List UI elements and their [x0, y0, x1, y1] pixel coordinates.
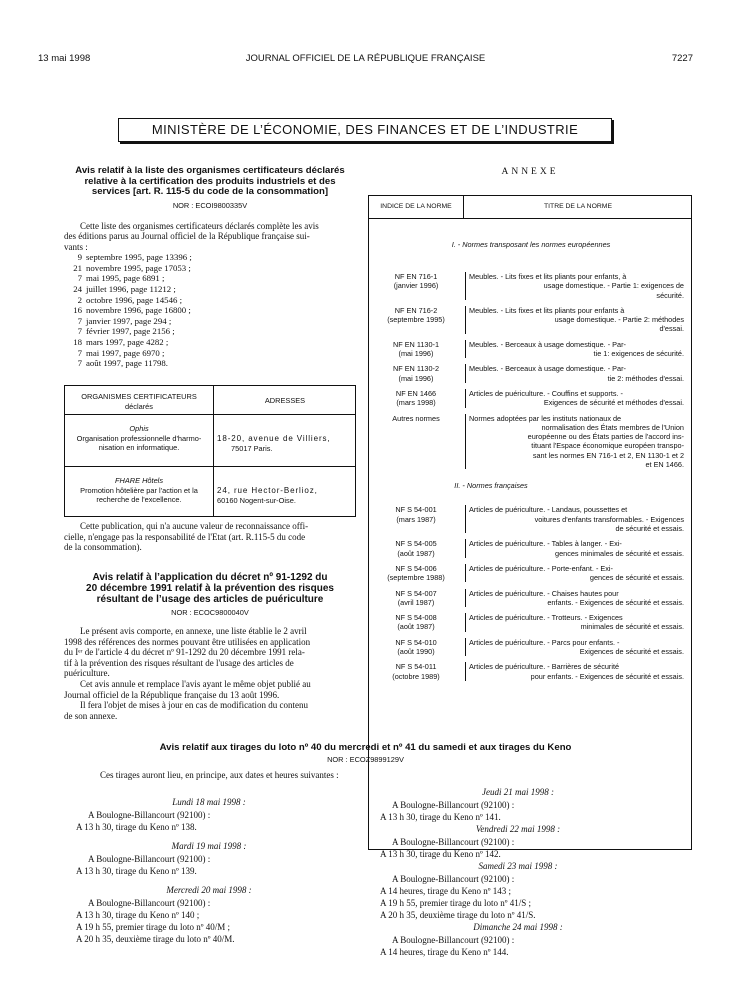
norm-index-line: NF S 54-007 [395, 588, 437, 598]
avis2-paragraph-2 [64, 679, 356, 700]
draw-line: A Boulogne-Billancourt (92100) : [392, 837, 515, 847]
ministry-banner: MINISTÈRE DE L’ÉCONOMIE, DES FINANCES ET DE L’INDUSTRIE [118, 118, 612, 142]
norm-title-line: d'essai. [659, 324, 684, 334]
draw-line: A Boulogne-Billancourt (92100) : [88, 810, 211, 820]
norm-index-line: NF EN 1130-2 [392, 364, 440, 374]
norm-index [369, 272, 463, 291]
list-item [64, 337, 356, 348]
annex-row [369, 272, 693, 300]
edition-text: novembre 1995, page 17053 ; [86, 262, 191, 273]
edition-day: 7 [77, 358, 82, 369]
norm-index [369, 414, 463, 423]
draw-line: A 13 h 30, tirage du Keno nº 142. [380, 849, 501, 859]
day-heading: Mercredi 20 mai 1998 : [166, 885, 252, 895]
norm-index [369, 613, 463, 632]
norm-title-line: Articles de puériculture. - Tables à langer. - Exi- [469, 539, 622, 549]
list-item [64, 326, 356, 337]
norm-index-line: NF S 54-011 [395, 662, 437, 672]
avis2-paragraph-3 [64, 700, 356, 721]
organism-address [217, 434, 357, 453]
list-item [64, 263, 356, 274]
edition-day: 7 [77, 273, 82, 284]
schedule-day [368, 921, 668, 958]
draw-line: A Boulogne-Billancourt (92100) : [392, 874, 515, 884]
annex-row [369, 662, 693, 681]
norm-index [369, 564, 463, 583]
norm-index-line: NF S 54-010 [395, 637, 437, 647]
draw-line: A 19 h 55, premier tirage du loto nº 40/M ; [76, 922, 231, 932]
norm-title-line: Articles de puériculture. - Chaises hautes pour [469, 588, 619, 598]
draw-line: A 19 h 55, premier tirage du loto nº 41/S ; [380, 898, 532, 908]
norm-index [369, 306, 463, 325]
text-line: 1998 des références des normes pouvant être utilisées en application [64, 636, 311, 647]
norm-index-line: NF S 54-008 [395, 613, 437, 623]
journal-title: JOURNAL OFFICIEL DE LA RÉPUBLIQUE FRANÇAISE [245, 53, 486, 64]
norm-index-line: (mars 1998) [396, 398, 436, 408]
norm-title [469, 638, 684, 657]
page-number: 7227 [671, 53, 693, 64]
draw-line: A Boulogne-Billancourt (92100) : [392, 800, 515, 810]
norm-index-line: NF EN 1130-1 [392, 339, 440, 349]
loto-schedule-left [64, 796, 354, 952]
norm-title-line: Meubles. - Lits fixes et lits pliants pour enfants à [469, 305, 625, 315]
draw-line: A Boulogne-Billancourt (92100) : [88, 898, 211, 908]
norm-index [369, 364, 463, 383]
loto-title: Avis relatif aux tirages du loto nº 40 du mercredi et nº 41 du samedi et aux tirages du Keno [159, 742, 572, 753]
norm-title-line: Meubles. - Lits fixes et lits pliants pour enfants, à [469, 272, 627, 281]
norm-title-line: enfants. - Exigences de sécurité et essais. [547, 597, 684, 607]
draw-line: A 20 h 35, deuxième tirage du loto nº 41/S. [380, 910, 536, 920]
annex-col-indice: INDICE DE LA NORME [380, 203, 452, 210]
norm-index [369, 340, 463, 359]
norm-index [369, 539, 463, 558]
norm-title-line: Exigences de sécurité et méthodes d'essai. [543, 398, 684, 408]
text-line: Cette liste des organismes certificateurs déclarés complète les avis [80, 220, 319, 231]
schedule-day [368, 823, 668, 860]
norm-title-line: usage domestique. - Partie 1: exigences de [543, 281, 684, 291]
schedule-day [64, 796, 354, 833]
row-bracket [465, 414, 466, 470]
intro-paragraph [64, 221, 356, 253]
norm-index [369, 389, 463, 408]
norm-title [469, 613, 684, 632]
norm-index-line: (septembre 1995) [387, 315, 445, 325]
text-line: cielle, n'engage pas la responsabilité de l'Etat (art. R.115-5 du code [64, 531, 306, 542]
row-bracket [465, 364, 466, 383]
norm-title [469, 364, 684, 383]
norm-index-line: NF S 54-005 [395, 539, 437, 549]
list-item [64, 252, 356, 263]
schedule-day [64, 884, 354, 945]
row-bracket [465, 306, 466, 334]
list-item [64, 348, 356, 359]
avis2-paragraph-1 [64, 626, 356, 679]
schedule-day [368, 786, 668, 823]
norm-index-line: (mars 1987) [396, 514, 436, 524]
norm-index-line: (mai 1996) [398, 373, 434, 383]
text-line: des éditions parus au Journal officiel de la République française sui- [64, 231, 310, 242]
norm-index [369, 662, 463, 681]
day-heading: Mardi 19 mai 1998 : [171, 841, 247, 851]
address-line: 18-20, avenue de Villiers, [217, 434, 331, 443]
norm-index-line: (septembre 1988) [387, 573, 445, 583]
text-line: du Iᵉʳ de l'article 4 du décret nº 91-1292 du 20 décembre 1991 rela- [64, 647, 305, 658]
text-line: Cet avis annule et remplace l'avis ayant le même objet publié au [80, 678, 311, 689]
norm-title-line: Articles de puériculture. - Porte-enfant. - Exi- [469, 563, 613, 573]
norm-title [469, 539, 684, 558]
norm-index [369, 589, 463, 608]
annex-row [369, 613, 693, 632]
norm-title [469, 414, 684, 470]
text-line: vants : [64, 241, 88, 252]
norm-index-line: NF EN 1466 [395, 389, 437, 398]
text-line: Le présent avis comporte, en annexe, une liste établie le 2 avril [80, 626, 307, 636]
organism-name: FHARE Hôtels [114, 476, 164, 485]
draw-line: A 20 h 35, deuxième tirage du loto nº 40/M. [76, 934, 235, 944]
annex-row [369, 638, 693, 657]
norm-index-line: NF S 54-006 [395, 563, 437, 573]
norm-title [469, 564, 684, 583]
draw-line: A 13 h 30, tirage du Keno nº 138. [76, 822, 197, 832]
row-bracket [465, 638, 466, 657]
table-row [67, 476, 211, 505]
edition-text: mai 1995, page 6891 ; [86, 273, 165, 284]
avis-puericulture [64, 572, 356, 721]
draw-line: A 14 heures, tirage du Keno nº 144. [380, 947, 509, 957]
page-date: 13 mai 1998 [38, 53, 91, 64]
address-line: 75017 Paris. [231, 443, 273, 453]
nor-reference: NOR : ECOC9800040V [171, 608, 249, 617]
row-bracket [465, 564, 466, 583]
edition-day: 21 [73, 262, 82, 273]
norm-title-line: de sécurité et essais. [615, 523, 684, 533]
nor-reference: NOR : ECOI9800335V [172, 200, 248, 210]
annex-row [369, 564, 693, 583]
row-bracket [465, 505, 466, 533]
draw-line: A 14 heures, tirage du Keno nº 143 ; [380, 886, 512, 896]
annex-row [369, 414, 693, 470]
title-line: Avis relatif à l’application du décret nº 91-1292 du [92, 572, 328, 583]
edition-list [64, 252, 356, 369]
list-item [64, 284, 356, 295]
edition-text: janvier 1997, page 294 ; [86, 315, 172, 326]
norm-index-line: NF EN 716-2 [394, 305, 438, 315]
organism-desc: Organisation professionnelle d'harmo- [76, 433, 202, 443]
norm-index-line: (août 1987) [397, 548, 435, 558]
norm-title-line: pour enfants. - Exigences de sécurité et essais. [530, 671, 684, 681]
schedule-day [64, 840, 354, 877]
edition-day: 7 [77, 315, 82, 326]
norm-index [369, 505, 463, 524]
annex-section-title: II. - Normes françaises [454, 481, 528, 491]
norm-title-line: Meubles. - Berceaux à usage domestique. - Par- [469, 364, 626, 374]
norm-title-line: Exigences de sécurité et essais. [579, 646, 684, 656]
edition-text: juillet 1996, page 11212 ; [86, 284, 176, 295]
annex-row [369, 589, 693, 608]
norm-title-line: et EN 1466. [645, 460, 684, 470]
norm-title-line: usage domestique. - Partie 2: méthodes [554, 315, 684, 325]
list-item [64, 295, 356, 306]
norm-title [469, 389, 684, 408]
table-header-adresses: ADRESSES [264, 396, 306, 405]
draw-line: A Boulogne-Billancourt (92100) : [392, 935, 515, 945]
text-line: Journal officiel de la République française du 13 août 1996. [64, 689, 280, 700]
norm-title-line: gences minimales de sécurité et essais. [555, 548, 684, 558]
loto-schedule-right [368, 786, 668, 958]
norm-title-line: voitures d'enfants transformables. - Exigences [534, 514, 684, 524]
schedule-day [368, 860, 668, 921]
norm-title [469, 340, 684, 359]
organism-desc: nisation en informatique. [98, 443, 180, 452]
day-heading: Vendredi 22 mai 1998 : [475, 824, 561, 834]
norm-title [469, 306, 684, 334]
norm-index-line: NF S 54-001 [395, 505, 437, 515]
norm-title-line: normalisation des États membres de l'Union [541, 422, 684, 432]
list-item [64, 358, 356, 369]
text-line: puériculture. [64, 668, 110, 679]
edition-day: 7 [77, 326, 82, 337]
norm-title-line: Articles de puériculture. - Parcs pour enfants. - [469, 637, 620, 647]
row-bracket [465, 589, 466, 608]
header-line: déclarés [125, 401, 153, 411]
annex-row [369, 389, 693, 408]
norm-title-line: sant les normes EN 716-1 et 2, EN 1130-1 et 2 [532, 450, 684, 460]
norm-title-line: Articles de puériculture. - Landaus, poussettes et [469, 505, 628, 515]
annex-row [369, 306, 693, 334]
avis-puericulture-title [64, 572, 356, 605]
norm-title-line: sécurité. [656, 290, 684, 300]
title-line: résultant de l’usage des articles de puériculture [96, 594, 324, 605]
edition-day: 16 [73, 305, 82, 316]
text-line: de la consommation). [64, 542, 142, 553]
organism-desc: recherche de l'excellence. [96, 495, 182, 504]
norm-title-line: Articles de puériculture. - Barrières de sécurité [469, 662, 620, 672]
norm-title [469, 589, 684, 608]
list-item [64, 305, 356, 316]
title-line: 20 décembre 1991 relatif à la prévention des risques [86, 583, 334, 594]
row-bracket [465, 272, 466, 300]
list-item [64, 316, 356, 327]
table-row [67, 424, 211, 453]
norm-title-line: tie 1: exigences de sécurité. [593, 349, 684, 359]
norm-index-line: (avril 1987) [397, 597, 435, 607]
address-line: 24, rue Hector-Berlioz, [217, 486, 318, 495]
organism-desc: Promotion hôtelière par l'action et la [80, 485, 198, 495]
edition-text: août 1997, page 11798. [86, 358, 169, 369]
draw-line: A 13 h 30, tirage du Keno nº 140 ; [76, 910, 200, 920]
text-line: Cette publication, qui n'a aucune valeur de reconnaissance offi- [80, 521, 309, 531]
title-line: Avis relatif à la liste des organismes certificateurs déclarés [75, 165, 345, 176]
nor-reference: NOR : ECOZ9899129V [327, 755, 404, 764]
row-bracket [465, 539, 466, 558]
norm-index-line: (mai 1996) [398, 349, 434, 359]
avis-organismes [64, 166, 356, 369]
annex-col-titre: TITRE DE LA NORME [544, 203, 612, 210]
norm-index-line: (août 1987) [397, 622, 435, 632]
norm-title [469, 662, 684, 681]
norm-title [469, 505, 684, 533]
text-line: tif à la prévention des risques résultant de l'usage des articles de [64, 657, 294, 668]
norm-title-line: européenne ou des États parties de l'accord ins- [527, 432, 684, 442]
edition-text: novembre 1996, page 16800 ; [86, 305, 191, 316]
norm-title-line: Meubles. - Berceaux à usage domestique. - Par- [469, 339, 626, 349]
day-heading: Lundi 18 mai 1998 : [172, 797, 246, 807]
norm-index-line: Autres normes [392, 413, 440, 423]
closing-paragraph [64, 521, 356, 553]
edition-day: 24 [73, 284, 82, 295]
address-line: 60160 Nogent-sur-Oise. [217, 495, 296, 505]
table-header-organismes [65, 392, 213, 411]
norm-title-line: Articles de puériculture. - Couffins et supports. - [469, 389, 623, 398]
text-line: de son annexe. [64, 710, 118, 721]
title-line: services [art. R. 115-5 du code de la consommation] [91, 186, 329, 197]
row-bracket [465, 340, 466, 359]
edition-text: mars 1997, page 4282 ; [86, 337, 169, 348]
draw-line: A 13 h 30, tirage du Keno nº 141. [380, 812, 501, 822]
avis-organismes-title [64, 166, 356, 198]
title-line: relative à la certification des produits industriels et des [84, 175, 336, 187]
edition-text: février 1997, page 2156 ; [86, 326, 175, 337]
edition-day: 2 [77, 294, 82, 305]
edition-day: 18 [73, 337, 82, 348]
norm-index-line: NF EN 716-1 [394, 272, 438, 281]
day-heading: Dimanche 24 mai 1998 : [473, 922, 563, 932]
norm-title-line: Normes adoptées par les instituts nationaux de [469, 413, 622, 423]
loto-intro: Ces tirages auront lieu, en principe, aux dates et heures suivantes : [100, 770, 339, 780]
draw-line: A 13 h 30, tirage du Keno nº 139. [76, 866, 197, 876]
annex-row [369, 539, 693, 558]
row-bracket [465, 389, 466, 408]
annex-row [369, 340, 693, 359]
annex-heading: ANNEXE [501, 167, 559, 177]
list-item [64, 273, 356, 284]
header-line: ORGANISMES CERTIFICATEURS [81, 392, 197, 401]
norm-index [369, 638, 463, 657]
norm-title-line: tituant l'Espace économique européen transpo- [531, 441, 684, 451]
norm-title-line: gences de sécurité et essais. [589, 573, 684, 583]
day-heading: Jeudi 21 mai 1998 : [482, 787, 554, 797]
norm-title-line: minimales de sécurité et essais. [580, 622, 684, 632]
norm-index-line: (octobre 1989) [392, 671, 440, 681]
annex-row [369, 364, 693, 383]
edition-day: 7 [77, 347, 82, 358]
edition-day: 9 [77, 252, 82, 263]
edition-text: septembre 1995, page 13396 ; [86, 252, 192, 263]
norm-index-line: (août 1990) [397, 646, 435, 656]
edition-text: mai 1997, page 6970 ; [86, 347, 165, 358]
day-heading: Samedi 23 mai 1998 : [478, 861, 558, 871]
annex-section-title: I. - Normes transposant les normes européennes [451, 240, 611, 249]
draw-line: A Boulogne-Billancourt (92100) : [88, 854, 211, 864]
edition-text: octobre 1996, page 14546 ; [86, 294, 183, 305]
text-line: Il fera l'objet de mises à jour en cas de modification du contenu [80, 700, 309, 711]
row-bracket [465, 662, 466, 681]
annex-row [369, 505, 693, 533]
norm-index-line: (janvier 1996) [393, 281, 439, 291]
row-bracket [465, 613, 466, 632]
norm-title [469, 272, 684, 300]
norm-title-line: tie 2: méthodes d'essai. [607, 373, 684, 383]
organism-name: Ophis [129, 424, 149, 433]
norm-title-line: Articles de puériculture. - Trotteurs. - Exigences [469, 613, 623, 623]
organisms-table [64, 385, 356, 517]
